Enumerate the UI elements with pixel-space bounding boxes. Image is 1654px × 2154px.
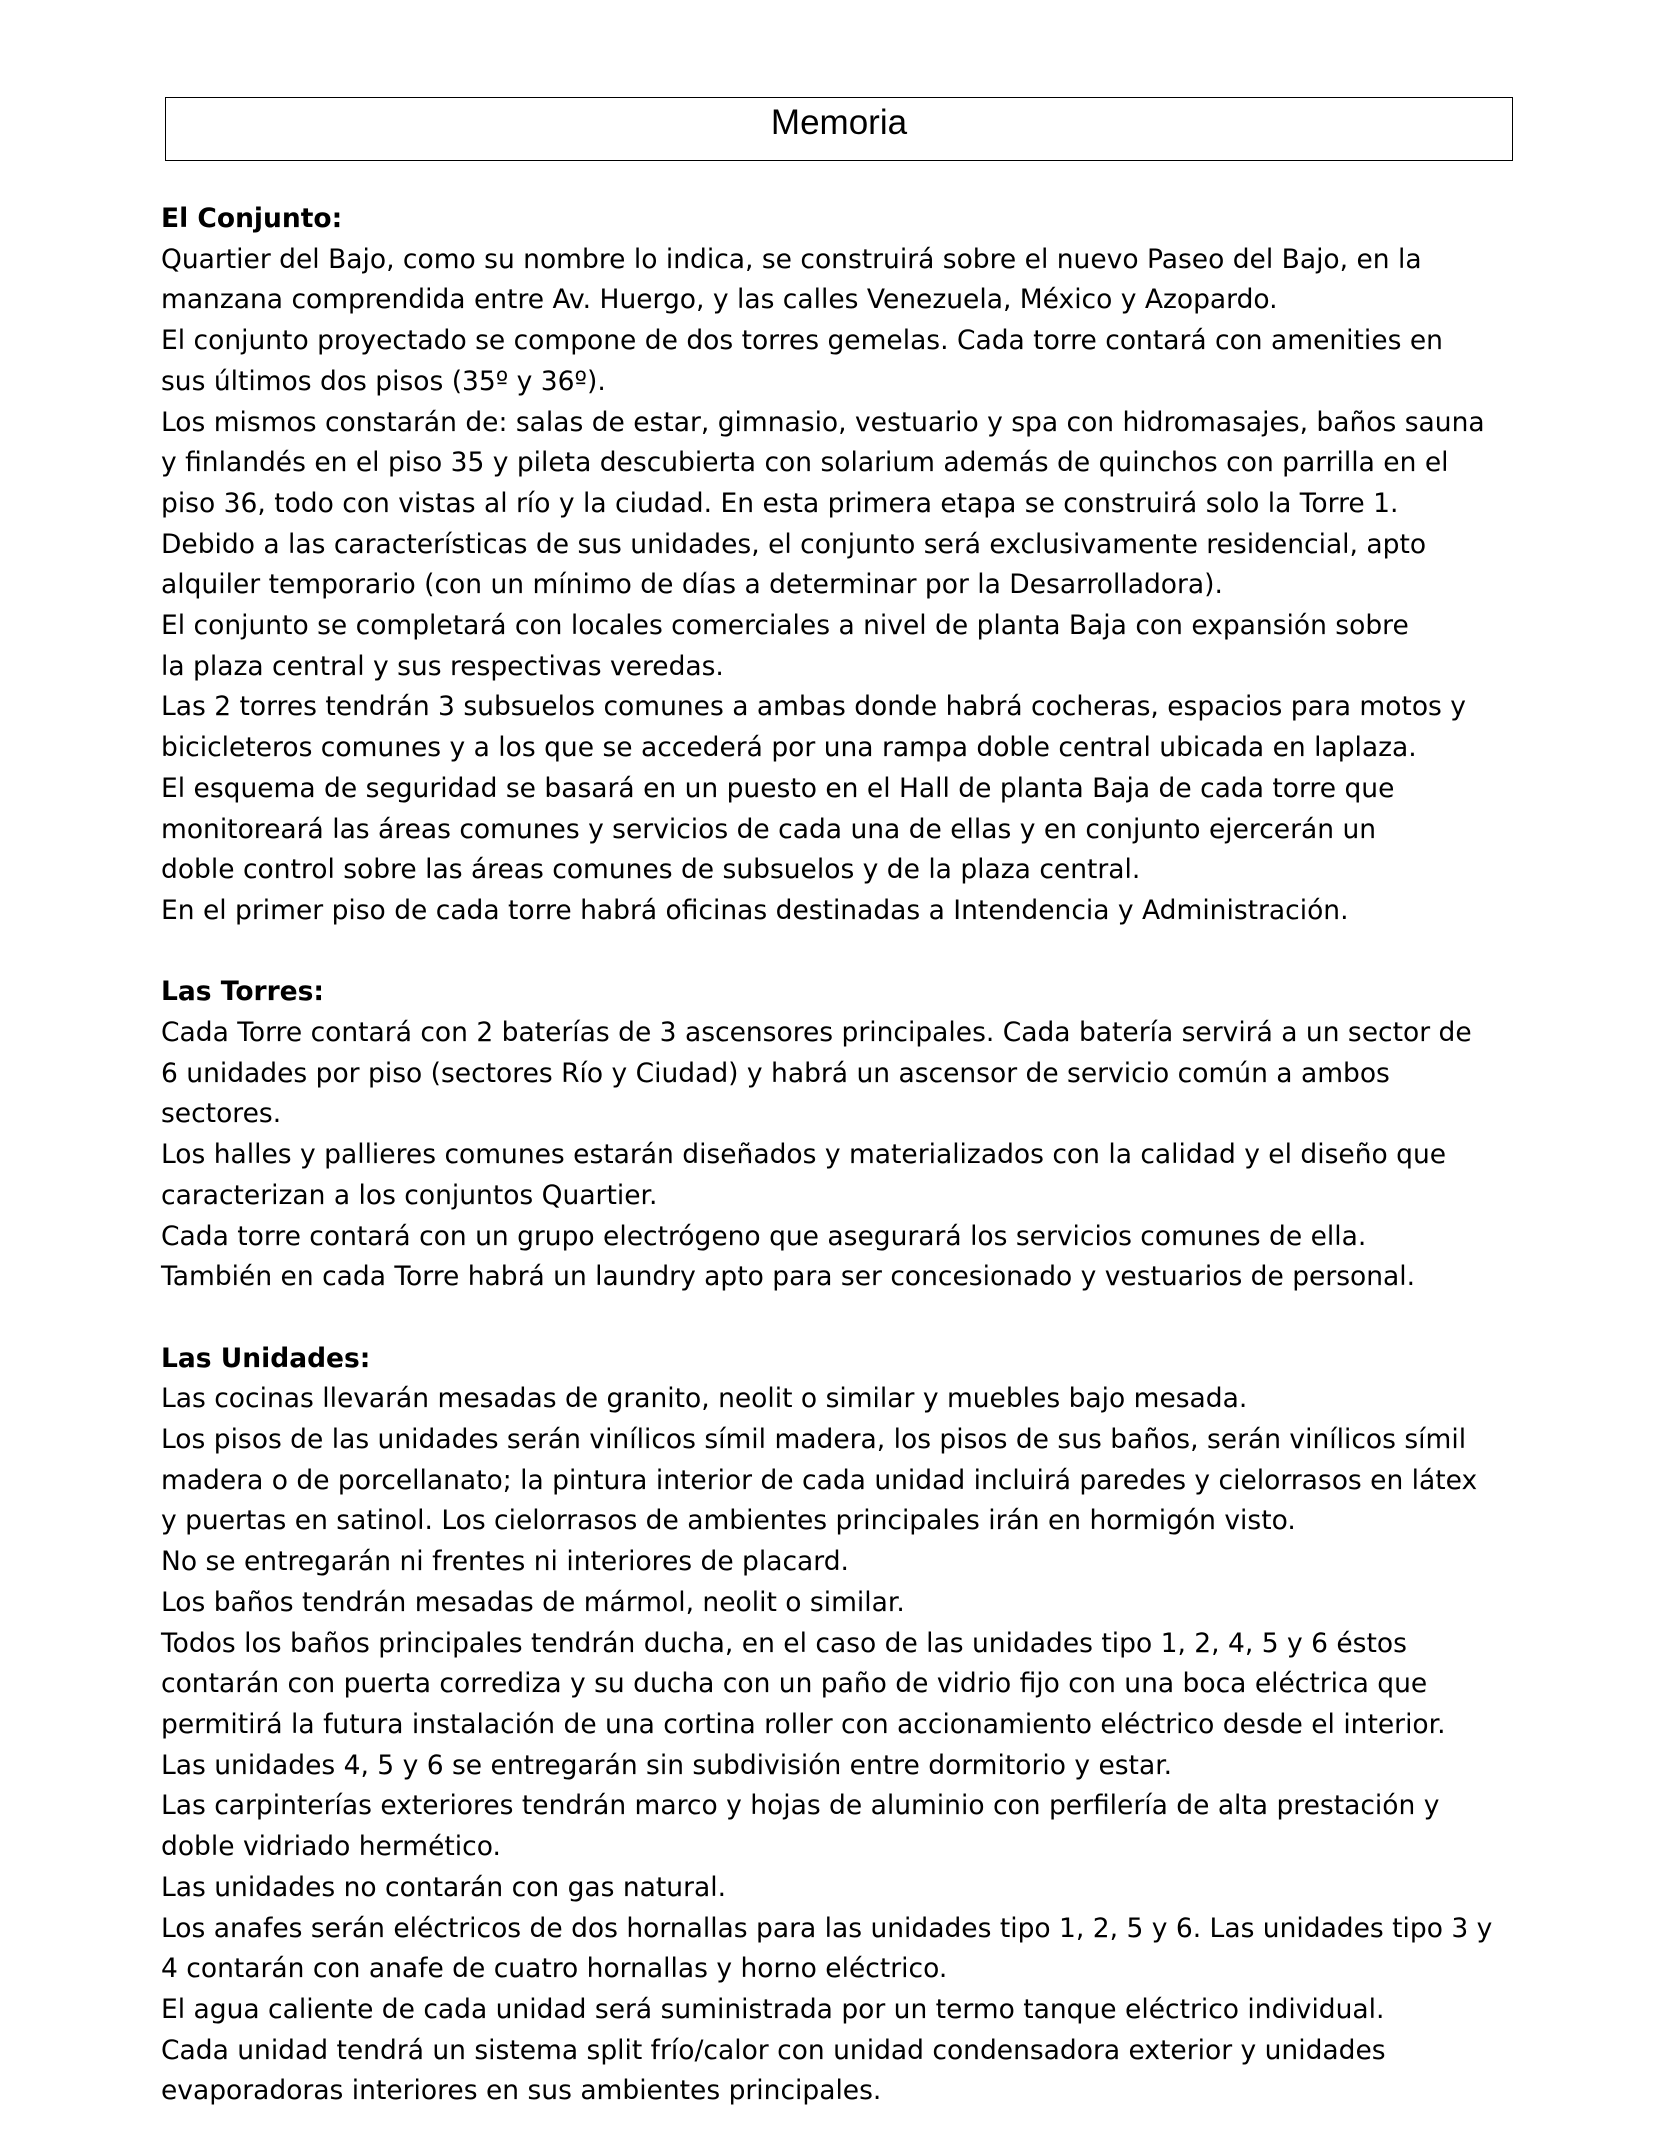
paragraph-line: Quartier del Bajo, como su nombre lo indica, se construirá sobre el nuevo Paseo del Bajo, en la xyxy=(161,243,1422,275)
paragraph-line: Los baños tendrán mesadas de mármol, neolit o similar. xyxy=(161,1586,905,1618)
paragraph-line: Cada unidad tendrá un sistema split frío/calor con unidad condensadora exterior y unidades xyxy=(161,2034,1386,2066)
paragraph-line: Los anafes serán eléctricos de dos hornallas para las unidades tipo 1, 2, 5 y 6. Las unidades tipo 3 y xyxy=(161,1912,1493,1944)
document-title: Memoria xyxy=(770,103,908,142)
paragraph-line: No se entregarán ni frentes ni interiores de placard. xyxy=(161,1546,849,1578)
paragraph-line: En el primer piso de cada torre habrá oficinas destinadas a Intendencia y Administración. xyxy=(161,894,1349,926)
paragraph-line: la plaza central y sus respectivas veredas. xyxy=(161,650,724,682)
paragraph-line: Las unidades no contarán con gas natural. xyxy=(161,1871,727,1903)
paragraph-line: Debido a las características de sus unidades, el conjunto será exclusivamente residencial, apto xyxy=(161,528,1427,560)
paragraph-line: 4 contarán con anafe de cuatro hornallas y horno eléctrico. xyxy=(161,1953,948,1985)
paragraph-line: alquiler temporario (con un mínimo de días a determinar por la Desarrolladora). xyxy=(161,569,1223,601)
paragraph-line: Todos los baños principales tendrán ducha, en el caso de las unidades tipo 1, 2, 4, 5 y 6 éstos xyxy=(161,1627,1407,1659)
paragraph-line: El conjunto se completará con locales comerciales a nivel de planta Baja con expansión sobre xyxy=(161,610,1409,642)
paragraph-line: También en cada Torre habrá un laundry apto para ser concesionado y vestuarios de personal. xyxy=(161,1261,1416,1293)
paragraph-line: Las carpinterías exteriores tendrán marco y hojas de aluminio con perfilería de alta prestación y xyxy=(161,1790,1440,1822)
section-heading: El Conjunto: xyxy=(161,203,343,234)
paragraph-line: Los mismos constarán de: salas de estar, gimnasio, vestuario y spa con hidromasajes, baños sauna xyxy=(161,406,1485,438)
paragraph-line: piso 36, todo con vistas al río y la ciudad. En esta primera etapa se construirá solo la Torre 1. xyxy=(161,487,1399,519)
section-gap xyxy=(161,932,1501,973)
section xyxy=(161,1339,1501,2112)
paragraph-line: sus últimos dos pisos (35º y 36º). xyxy=(161,365,606,397)
title-box xyxy=(165,97,1513,161)
section-heading: Las Torres: xyxy=(161,976,325,1008)
paragraph-line: y puertas en satinol. Los cielorrasos de ambientes principales irán en hormigón visto. xyxy=(161,1505,1296,1537)
paragraph-line: Cada torre contará con un grupo electrógeno que asegurará los servicios comunes de ella. xyxy=(161,1220,1367,1252)
section xyxy=(161,972,1501,1298)
paragraph-line: evaporadoras interiores en sus ambientes principales. xyxy=(161,2075,882,2107)
document-body xyxy=(161,199,1501,2112)
paragraph-line: Las unidades 4, 5 y 6 se entregarán sin subdivisión entre dormitorio y estar. xyxy=(161,1749,1173,1781)
paragraph-line: contarán con puerta corrediza y su ducha con un paño de vidrio fijo con una boca eléctrica que xyxy=(161,1668,1428,1700)
paragraph-line: Los pisos de las unidades serán vinílicos símil madera, los pisos de sus baños, serán vinílicos símil xyxy=(161,1424,1467,1456)
paragraph-line: El conjunto proyectado se compone de dos torres gemelas. Cada torre contará con amenities en xyxy=(161,325,1443,357)
section-heading: Las Unidades: xyxy=(161,1342,371,1374)
paragraph-line: sectores. xyxy=(161,1098,282,1130)
paragraph-line: 6 unidades por piso (sectores Río y Ciudad) y habrá un ascensor de servicio común a ambos xyxy=(161,1057,1390,1089)
section xyxy=(161,199,1501,932)
section-gap xyxy=(161,1298,1501,1339)
paragraph-line: El agua caliente de cada unidad será suministrada por un termo tanque eléctrico individual. xyxy=(161,1993,1385,2025)
paragraph-line: madera o de porcellanato; la pintura interior de cada unidad incluirá paredes y cielorrasos en látex xyxy=(161,1464,1478,1496)
paragraph-line: permitirá la futura instalación de una cortina roller con accionamiento eléctrico desde el interior. xyxy=(161,1708,1446,1740)
paragraph-line: Las 2 torres tendrán 3 subsuelos comunes a ambas donde habrá cocheras, espacios para motos y xyxy=(161,691,1466,723)
paragraph-line: doble control sobre las áreas comunes de subsuelos y de la plaza central. xyxy=(161,854,1141,886)
paragraph-line: El esquema de seguridad se basará en un puesto en el Hall de planta Baja de cada torre que xyxy=(161,772,1395,804)
paragraph-line: doble vidriado hermético. xyxy=(161,1831,501,1863)
paragraph-line: manzana comprendida entre Av. Huergo, y las calles Venezuela, México y Azopardo. xyxy=(161,284,1278,316)
paragraph-line: monitoreará las áreas comunes y servicios de cada una de ellas y en conjunto ejercerán un xyxy=(161,813,1377,845)
paragraph-line: y finlandés en el piso 35 y pileta descubierta con solarium además de quinchos con parrilla en el xyxy=(161,447,1449,479)
paragraph-line: caracterizan a los conjuntos Quartier. xyxy=(161,1179,658,1211)
paragraph-line: Las cocinas llevarán mesadas de granito, neolit o similar y muebles bajo mesada. xyxy=(161,1383,1248,1415)
paragraph-line: Cada Torre contará con 2 baterías de 3 ascensores principales. Cada batería servirá a un sector de xyxy=(161,1017,1472,1049)
paragraph-line: bicicleteros comunes y a los que se accederá por una rampa doble central ubicada en laplaza. xyxy=(161,732,1417,764)
paragraph-line: Los halles y pallieres comunes estarán diseñados y materializados con la calidad y el diseño que xyxy=(161,1139,1447,1171)
